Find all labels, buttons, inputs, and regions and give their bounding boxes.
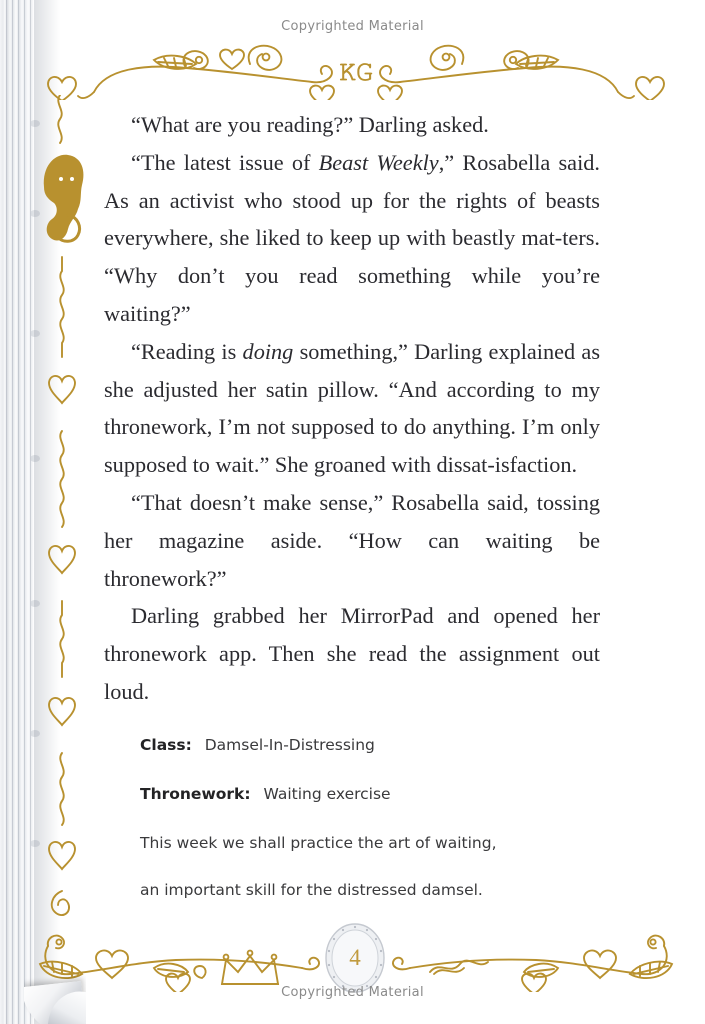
thronework-assignment-block bbox=[140, 735, 570, 927]
thronework-value: Waiting exercise bbox=[263, 785, 391, 803]
paragraph-2: “The latest issue of Beast Weekly,” Rosabella said. As an activist who stood up for the rights of beasts everywhere, she liked to keep up with beastly mat‐ters. “Why don’t you read something while you’re waiting?” bbox=[104, 149, 600, 326]
page-corner-curl bbox=[24, 968, 86, 1024]
paragraph-1: “What are you reading?” Darling asked. bbox=[131, 112, 489, 137]
thronework-label: Thronework: bbox=[140, 785, 251, 803]
crown-icon bbox=[222, 951, 278, 984]
copyright-notice-bottom: Copyrighted Material bbox=[281, 985, 424, 1000]
assignment-class-row bbox=[140, 735, 570, 755]
page-number-value: 4 bbox=[349, 945, 361, 970]
class-value: Damsel-In-Distressing bbox=[204, 736, 375, 754]
assignment-description-line-2: an important skill for the distressed damsel. bbox=[140, 881, 483, 899]
class-label: Class: bbox=[140, 736, 192, 754]
paragraph-4: “That doesn’t make sense,” Rosabella said, tossing her magazine aside. “How can waiting be thronework?” bbox=[104, 489, 600, 591]
paragraph-3: “Reading is doing something,” Darling explained as she adjusted her satin pillow. “And according to my thronework, I’m not supposed to do anything. I’m only supposed to wait.” She groaned with dissat‐isfaction. bbox=[104, 338, 600, 478]
girl-silhouette-icon bbox=[44, 155, 84, 241]
page-body-text bbox=[104, 106, 600, 711]
paragraph-5: Darling grabbed her MirrorPad and opened her thronework app. Then she read the assignment out loud. bbox=[104, 603, 600, 704]
top-ornament-band bbox=[36, 38, 676, 100]
page-number-medallion bbox=[324, 922, 386, 994]
monogram-ea: 𝙺𝙶 bbox=[339, 57, 373, 86]
assignment-description-line-1: This week we shall practice the art of waiting, bbox=[140, 834, 497, 852]
left-vine-ornament bbox=[34, 95, 92, 925]
copyright-notice-top: Copyrighted Material bbox=[281, 19, 424, 34]
assignment-thronework-row bbox=[140, 784, 570, 804]
page-edge-stack bbox=[0, 0, 34, 1024]
